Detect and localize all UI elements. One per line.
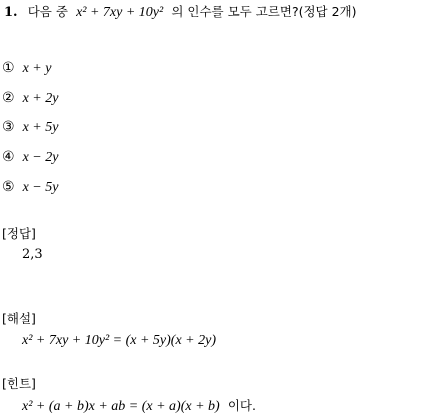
hint-label: [힌트]: [2, 376, 36, 391]
hint-line: [22, 398, 256, 415]
answer-value: 2,3: [22, 247, 43, 262]
choice-4[interactable]: [2, 149, 58, 166]
hint-equation: x² + (a + b)x + ab = (x + a)(x + b): [22, 399, 220, 414]
choice-expression: x − 2y: [22, 150, 59, 165]
choice-2[interactable]: [2, 90, 58, 107]
question-number: 1.: [4, 5, 18, 20]
choice-marker: ③: [2, 119, 15, 135]
explanation-equation: x² + 7xy + 10y² = (x + 5y)(x + 2y): [22, 333, 216, 348]
question-prefix: 다음 중: [27, 4, 68, 19]
question-expression: x² + 7xy + 10y²: [76, 5, 164, 20]
choice-3[interactable]: [2, 119, 58, 136]
explanation-label: [해설]: [2, 311, 36, 326]
choice-5[interactable]: [2, 179, 58, 196]
choice-expression: x + 5y: [22, 120, 59, 135]
choice-expression: x − 5y: [22, 180, 59, 195]
question-suffix: 의 인수를 모두 고르면?(정답 2개): [171, 4, 357, 19]
answer-label: [정답]: [2, 226, 36, 241]
question-line: [4, 4, 357, 21]
choice-marker: ②: [2, 90, 15, 106]
choice-marker: ①: [2, 60, 15, 76]
choice-marker: ⑤: [2, 179, 15, 195]
choice-expression: x + 2y: [22, 91, 59, 106]
choice-expression: x + y: [22, 61, 52, 76]
choice-1[interactable]: [2, 60, 51, 77]
choice-marker: ④: [2, 149, 15, 165]
hint-suffix: 이다.: [227, 398, 256, 413]
